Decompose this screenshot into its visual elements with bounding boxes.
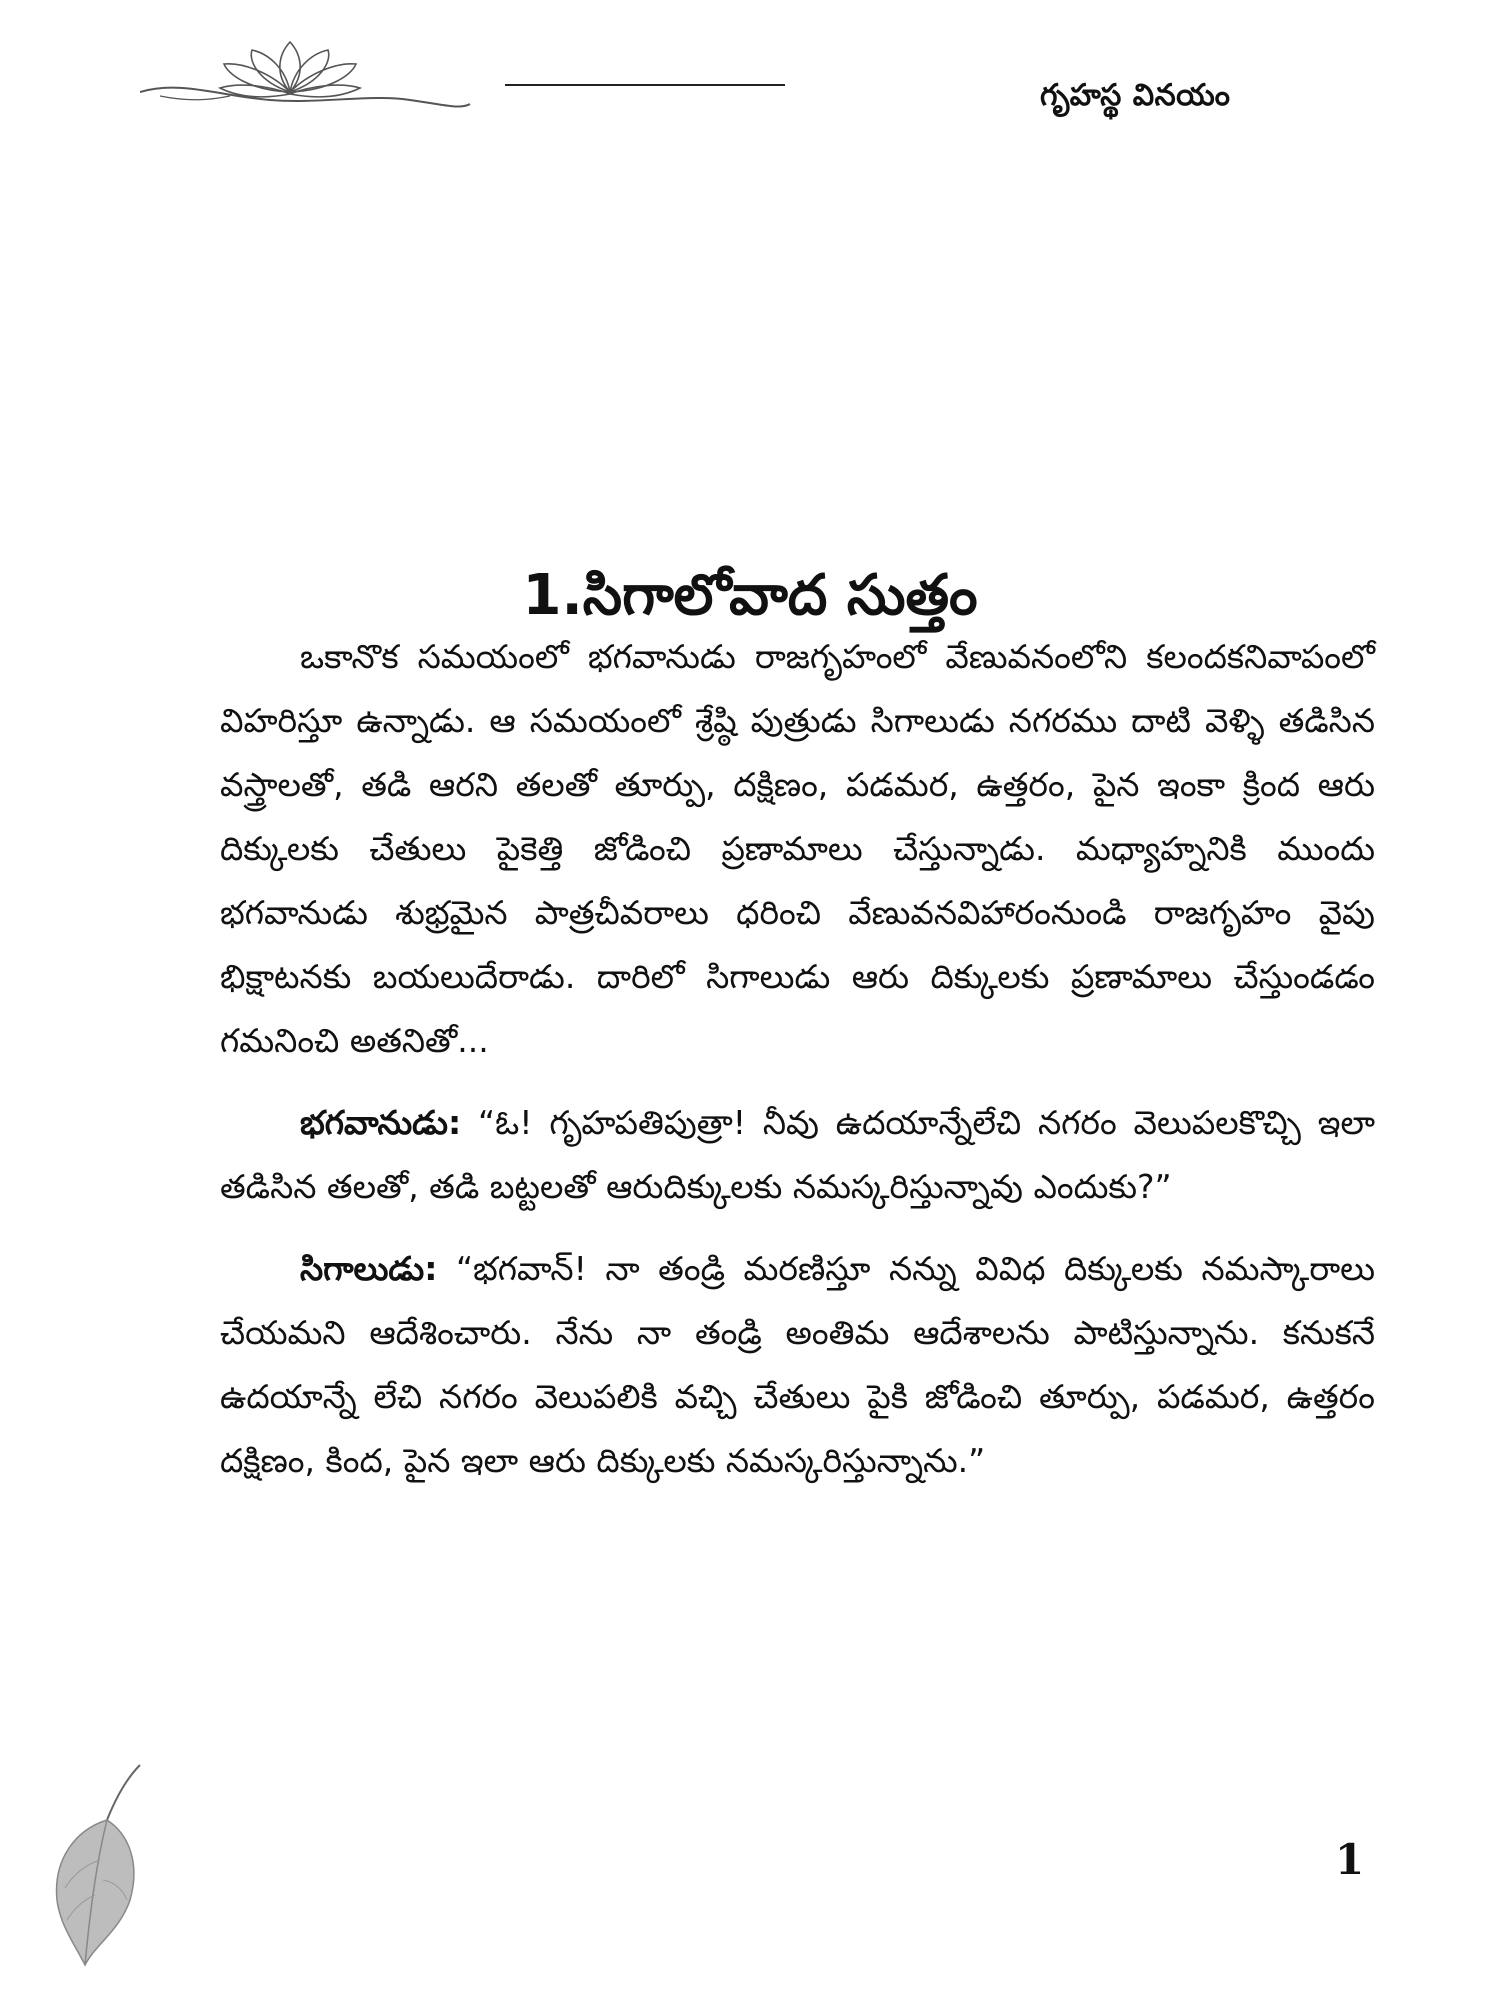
intro-paragraph: ఒకానొక సమయంలో భగవానుడు రాజగృహంలో వేణువనంలోని కలందకనివాపంలో విహరిస్తూ ఉన్నాడు. ఆ సమయంలో శ్రేష్ఠి పుత్రుడు సిగాలుడు నగరము దాటి వెళ్ళి తడిసిన వస్త్రాలతో, తడి ఆరని తలతో తూర్పు, దక్షిణం, పడమర, ఉత్తరం, పైన ఇంకా క్రింద ఆరు దిక్కులకు చేతులు పైకెత్తి జోడించి ప్రణామాలు చేస్తున్నాడు. మధ్యాహ్ననికి ముందు భగవానుడు శుభ్రమైన పాత్రచీవరాలు ధరించి వేణువనవిహారంనుండి రాజగృహం వైపు భిక్షాటనకు బయలుదేరాడు. దారిలో సిగాలుడు ఆరు దిక్కులకు ప్రణామాలు చేస్తుండడం గమనించి అతనితో... bbox=[220, 637, 1375, 1060]
lotus-ornament-icon bbox=[140, 30, 1020, 120]
bodhi-leaf-icon bbox=[45, 1760, 155, 1970]
speech-text: “ఓ! గృహపతిపుత్రా! నీవు ఉదయాన్నేలేచి నగరం వెలుపలకొచ్చి ఇలా తడిసిన తలతో, తడి బట్టలతో ఆరుదిక్కులకు నమస్కరిస్తున్నావు ఎందుకు?” bbox=[220, 1103, 1376, 1206]
speech-text: “భగవాన్! నా తండ్రి మరణిస్తూ నన్ను వివిధ దిక్కులకు నమస్కారాలు చేయమని ఆదేశించారు. నేను నా తండ్రి అంతిమ ఆదేశాలను పాటిస్తున్నాను. కనుకనే ఉదయాన్నే లేచి నగరం వెలుపలికి వచ్చి చేతులు పైకి జోడించి తూర్పు, పడమర, ఉత్తరం దక్షిణం, కింద, పైన ఇలా ఆరు దిక్కులకు నమస్కరిస్తున్నాను.” bbox=[220, 1249, 1375, 1480]
chapter-body bbox=[220, 625, 1375, 1511]
dialogue-paragraph bbox=[220, 1237, 1375, 1493]
speaker-label: సిగాలుడు: bbox=[300, 1249, 438, 1288]
dialogue-paragraph bbox=[220, 1091, 1375, 1219]
speaker-label: భగవానుడు: bbox=[300, 1103, 462, 1142]
page-number: 1 bbox=[1335, 1835, 1365, 1884]
chapter-heading: 1.సిగాలోవాద సుత్తం bbox=[522, 562, 978, 628]
book-title: గృహస్థ వినయం bbox=[1040, 78, 1231, 113]
